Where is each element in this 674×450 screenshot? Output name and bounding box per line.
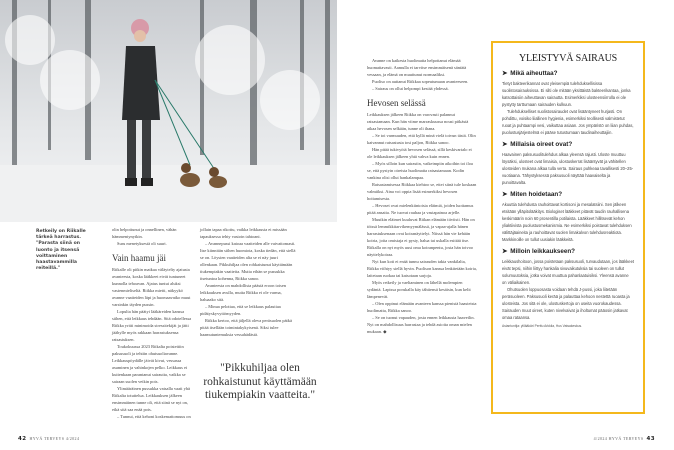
paragraph: Myös retkeily ja vaeltaminen on lähellä molempien sydäntä. Lapissa porukalla käy tähtiensä kesäisin, kun kelit lämpenevät. [367,280,471,299]
paragraph: – Olen oppinut elämään avanteen kanssa pienistä haasteista huolimatta, Riikka sanoo. [367,301,477,313]
magazine-name: 4/2024 HYVÄ TERVEYS [593,436,644,441]
paragraph: Riikka kertoo, että jäljellä oleva peräsuolen pätkä pitää itsellään toimintakykyisenä. Siksi tulee haamutuntemuksia vessahädästä. [200,318,292,337]
arrow-icon: ➤ [502,191,508,198]
paragraph: – Hevoset ovat mielenkiintoisia eläimiä, joiden luottamus pitää ansaita. Ne tuovat rauhaa ja vastapainoa arjelle. [367,203,474,215]
magazine-name: HYVÄ TERVEYS 4/2024 [29,436,80,441]
paragraph: Hän pitää tukivyötä hevosen selässä, sillä keskivartalo ei ole leikkauksen jälkeen yhtä vahva kuin ennen. [367,147,472,159]
paragraph: Tulehdukselliset suolistosairaudet ovat lisääntyneet hurjasti. On pohdittu, voisiko liiallinen hygienia, esimerkiksi teollisesti valmistetut ruoat ja puhtaampi vesi, vaikuttaa asiaan. Jos ympäristö on liian puhdas, puolustusjärjestelmä ei pääse tutustumaan taudinaiheuttajiin. [502,109,634,135]
paragraph: – Tunnui, että kehoni koskemattomuus on [117,414,191,419]
sidebar-heading: ➤ Milloin leikkaukseen? [502,248,576,255]
sidebar-heading: ➤ Millaisia oireet ovat? [502,141,573,148]
page-number: 42 [18,436,27,442]
section-heading: Vain haamu jäi [112,253,166,263]
article-column-2 [200,226,296,338]
paragraph: – Myös silloin kun sairastin, vaikeimpiin aikoihin toi iloa se, että pystyin oireista huolimatta ratsastamaan. Kodin vankina olisi ollut hankalampaa. [367,161,473,180]
paragraph: Ylimääräinen pussukka vatsalla vaati yhä Riikalta totuttelua. Leikkauksen jälkeen ensimmäinen tunne oli, että siinä se nyt on, eikä sitä saa enää pois. [112,386,190,412]
photo-caption: Retkeily on Riikalle tärkeä harrastus. "Parasta siinä on luonto ja itsensä voittaminen haastavammilla reiteillä." [36,229,86,272]
paragraph: Avanne on kaikesta huolimatta helpottanut elämää huomattavasti. Aamulla ei tarvitse ensimmäisenä säntätä vessaan, ja elämä on muuttunut normaaliksi. [367,58,467,77]
paragraph: Toukokuussa 2023 Riikalta poistettiin paksusuoli ja tehtiin ohutsuoliavanne. Leikkauspöydälle jäivät kivut, vessassa asuminen ja vahinkojen pelko. Leikkaus ei kuitenkaan parantanut sairautta, vaikka se sairaan suolen veikin pois. [112,344,188,384]
paragraph: jollain tapaa rikottu, vaikka leikkausta ei missään tapauksessa tehty vastoin tahtoani. [200,227,287,239]
paragraph: Lopulta hän päätyi lääkäreiden kanssa siihen, että leikkaus tehdään. Sitä odotellessa Riikka yritti minimoida stressitekijät ja jätti jäähylle myös rakkaan harrastuksensa ratsastuksen. [112,309,192,342]
sidebar-heading: ➤ Miten hoidetaan? [502,191,563,198]
article-column-3 [367,57,477,335]
paragraph: Avanteesta on mahdollista päästä eroon toisen leikkauksen avulla, mutta Riikka ei ole varma, haluaako sitä. [200,283,286,302]
paragraph: Riikalle oli pitkin matkaa väläytelty ajatusta avanteesta, koska lääkkeet eivät tuntuneet kunnolla tehoavan. Ajatus tuntui aluksi vastenmieliseltä. Riikka mietti, näkyykö avanne vaatteiden läpi ja huomaavatko muut varsinkin täyden pussin. [112,267,191,307]
paragraph: Tietyt bakteerikannat ovat yleisempiä tulehduksellisissa suolistosairauksissa. Ei silti ole mitään yksittäistä bakteerikantaa, jonka katsottaisiin aiheuttavan sairautta. Esimerkiksi ulosteensiirrolla ei ole pystytty tarttumaan sairauden kulkuun. [502,81,631,107]
arrow-icon: ➤ [502,248,508,255]
paragraph: Haavainen paksusuolitulehdus alkaa yleensä rajusti. Uloste muuttuu löysäksi, ulosteet ovat limaisia, ulostuskerrat lisääntyvät ja vähitellen ulosteiden mukana alkaa tulla verta. Sairaus puhkeaa tavallisesti 20–25-vuotiaana. Tähystyksessä paksusuoli näyttää haavaiselta ja punoittavalta. [502,152,634,185]
paragraph: – Se on tuonut vapauden, josta ennen leikkausta haaveilin. Nyt on mahdollisuus harrastaa ja tehdä asioita oman mielen mukaan. ◆ [367,315,475,334]
paragraph: Leikkaushoitoon, jossa poistetaan paksusuoli, turvaudutaan, jos lääkkeet eivät tepsi, niihin liittyy hankalia sivuvaikutuksia tai suoleen on tullut solumuutoksia, jotka voivat muuttua pahanlaatuisiksi. Yleensä avanne on väliaikainen. [502,259,634,285]
source-note: Asiantuntija: ylilääkäri Perttu Arkkila, Hus Vatsakeskus. [502,324,583,328]
arrow-icon: ➤ [502,70,508,77]
paragraph: – Avannepussi katoaa vaatteiden alle vaivattomasti. Itse kiinnitän siihen huomiota, koska tiedän, että siellä se on. Löysien vaatteiden alta se ei näy juuri ollenkaan. Pikkuhiljaa olen rohkaistunut käyttämään tiukempiakin vaatteita. Mutta eihän se pussukka itsetuntoa kohenna, Riikka sanoo. [200,241,296,281]
paragraph: Ohutsuolen loppuosasta voidaan tehdä J-pussi, joka liitetään peräsuoleen. Paksusuoli kerää ja palauttaa kehoon nestettä ruoasta ja ulosteista. Jos sitä ei ole, ulostuskertoja on useita vuorokaudessa. Sairauden muut oireet, kuten nivelvaivat ja iholtumat pääosin jatkavat omaa rataansa. [502,287,630,320]
paragraph: – Se toi varmuuden, että kyllä minä vielä toivun tästä. Olin kaivannut ratsastusta tosi paljon, Riikka sanoo. [367,133,476,145]
paragraph: Ratsastamisessa Riikkaa kiehtoo se, ettei siinä tule koskaan valmiiksi. Aina voi oppia lisää esimerkiksi hevosen hoitamisesta. [367,182,477,201]
paragraph: Suru menetyksestä oli suuri. [117,241,167,246]
article-column-1 [112,226,196,420]
left-folio [15,436,79,442]
paragraph: Muutkin eläimet kuuluvat Riikan elämään tiiviisti. Hän on töissä lemmikkitarvikemyymälässä, ja vapaa-ajalla hänen harrastuksenaan ovat koiranäyttelyt. Niissä hän vie kehään koiria, joita omistaja ei pysty, halua tai uskalla esittää itse. Riikalla on nyt myös uusi oma koiranpentu, josta hän toivoo näyttelykoiraa. [367,217,475,257]
sidebar-title: YLEISTYVÄ SAIRAUS [519,53,617,64]
paragraph: Akuuttia tulehdusta rauhoittavat kortisoni ja mesalatsiini. Sen jälkeen etsitään ylläpitolääkitys. Biologiset lääkkeet pitävät taudin rauhallisena keskimäärin noin 60 prosentilla potilaista. Lääkkeet hillitsevät kehon yliaktiivista puolustusmekanismia. Ne esimerkiksi poistavat tulehduksen välittäjäaineita ja rauhoittavat suolen limakalvon tulehdusreaktiota. Markkinoille on tullut uusiakin lääkkeitä. [502,202,632,242]
paragraph: Puoliso on auttanut Riikkaa sopeutumaan avanteeseen. [372,79,469,84]
sidebar-heading: ➤ Mikä aiheuttaa? [502,70,558,77]
info-sidebar [491,41,645,414]
page-number: 43 [646,436,655,442]
arrow-icon: ➤ [502,141,508,148]
article-photo [0,0,337,222]
section-heading: Hevosen selässä [367,98,426,108]
paragraph: Nyt kun koti ei enää tunnu sairauden takia vankilalta, Riikka viihtyy siellä hyvin. Puolison kanssa lenkitetään koiria, laitetaan ruokaa tai katsotaan sarjoja. [367,259,477,278]
paragraph: olin helpottunut ja onnellinen, vähän hämmentynytkin. [112,227,177,239]
paragraph: – Sairaus on ollut helpompi kestää yhdessä. [372,86,449,91]
paragraph: – Minua pelottaa, että se leikkaus palauttaa pidätyskyvyttömyyden. [200,304,281,316]
pull-quote: "Pikkuhiljaa olen rohkaistunut käyttämään tiukempiakin vaatteita." [203,362,317,401]
right-folio [594,436,658,442]
paragraph: Leikkauksen jälkeen Riikka on varovasti palannut ratsastamaan. Kun hän viime marraskuussa nousi pitkästä aikaa hevosen selkään, tunne oli ihana. [367,112,469,131]
